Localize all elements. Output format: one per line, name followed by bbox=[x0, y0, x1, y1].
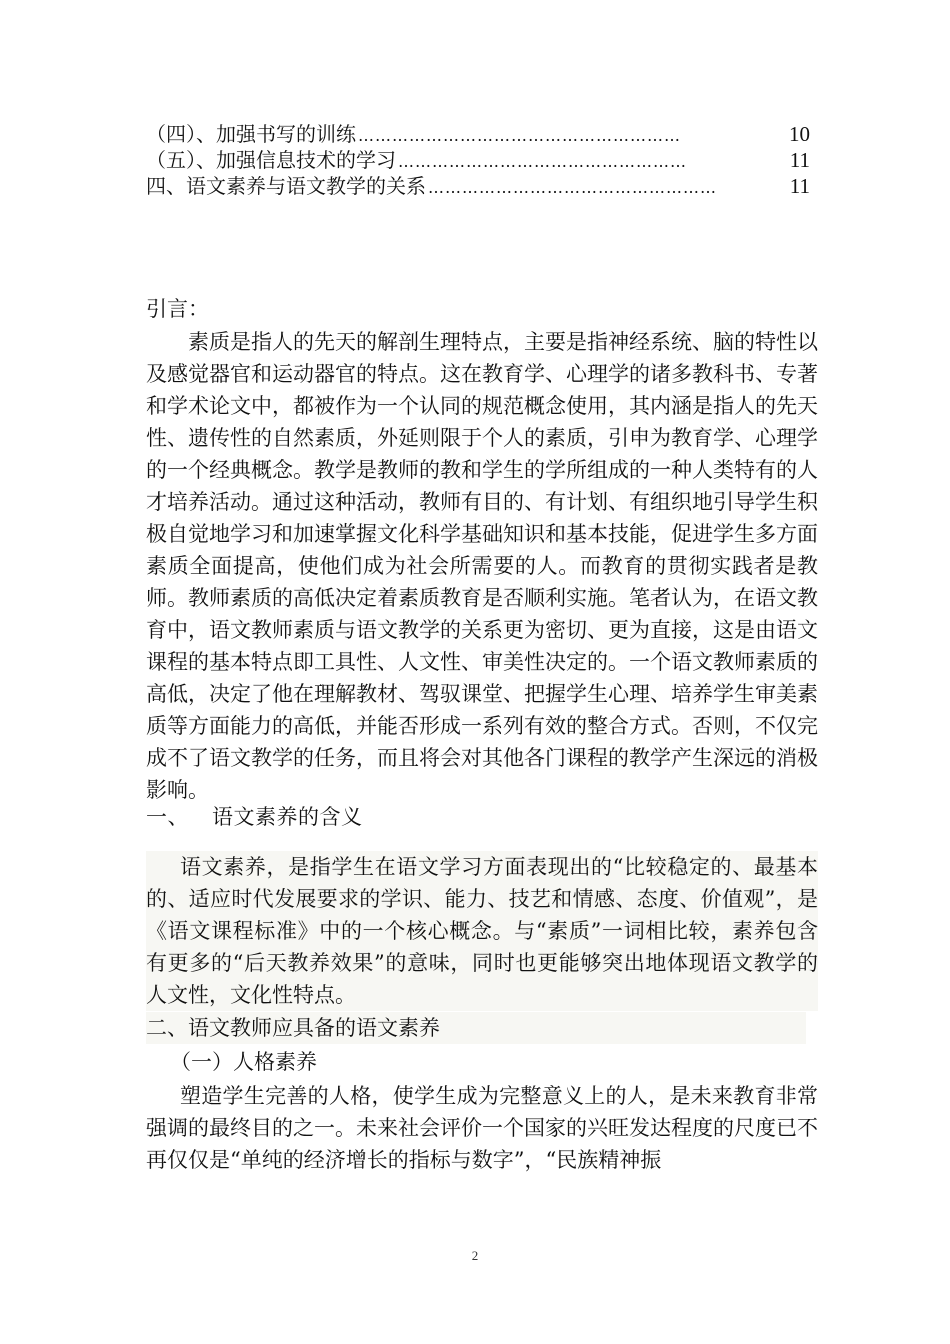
page-number: 2 bbox=[471, 1248, 479, 1263]
toc-leader-dots: ………………………………………………… bbox=[358, 126, 681, 145]
toc-entry[interactable] bbox=[146, 121, 810, 147]
toc-leader-dots: …………………………………………… bbox=[428, 178, 717, 197]
section-heading-2: 二、语文教师应具备的语文素养 bbox=[146, 1012, 806, 1044]
table-of-contents bbox=[146, 121, 810, 199]
toc-page-number: 10 bbox=[789, 122, 810, 146]
toc-entry-label: （四）、加强书写的训练 bbox=[146, 122, 356, 146]
section-heading-1 bbox=[146, 801, 818, 833]
intro-paragraph: 素质是指人的先天的解剖生理特点，主要是指神经系统、脑的特性以及感觉器官和运动器官的特点。这在教育学、心理学的诸多教科书、专著和学术论文中，都被作为一个认同的规范概念使用，其内涵是指人的先天性、遗传性的自然素质，外延则限于个人的素质，引申为教育学、心理学的一个经典概念。教学是教师的教和学生的学所组成的一种人类特有的人才培养活动。通过这种活动，教师有目的、有计划、有组织地引导学生积极自觉地学习和加速掌握文化科学基础知识和基本技能，促进学生多方面素质全面提高，使他们成为社会所需要的人。而教育的贯彻实践者是教师。教师素质的高低决定着素质教育是否顺利实施。笔者认为，在语文教育中，语文教师素质与语文教学的关系更为密切、更为直接，这是由语文课程的基本特点即工具性、人文性、审美性决定的。一个语文教师素质的高低，决定了他在理解教材、驾驭课堂、把握学生心理、培养学生审美素质等方面能力的高低，并能否形成一系列有效的整合方式。否则，不仅完成不了语文教学的任务，而且将会对其他各门课程的教学产生深远的消极影响。 bbox=[146, 330, 818, 802]
subsection1-paragraph: 塑造学生完善的人格，使学生成为完整意义上的人，是未来教育非常强调的最终目的之一。未来社会评价一个国家的兴旺发达程度的尺度已不再仅仅是“单纯的经济增长的指标与数字”，“民族精神振 bbox=[146, 1084, 818, 1172]
toc-entry-label: （五）、加强信息技术的学习 bbox=[146, 148, 396, 172]
section1-paragraph: 语文素养，是指学生在语文学习方面表现出的“比较稳定的、最基本的、适应时代发展要求的学识、能力、技艺和情感、态度、价值观”，是《语文课程标准》中的一个核心概念。与“素质”一词相比较，素养包含有更多的“后天教养效果”的意味，同时也更能够突出地体现语文教学的人文性，文化性特点。 bbox=[146, 851, 818, 1011]
section-number: 一、 bbox=[146, 805, 189, 829]
toc-page-number: 11 bbox=[789, 148, 810, 172]
toc-entry[interactable] bbox=[146, 147, 810, 173]
toc-page-number: 11 bbox=[789, 174, 810, 198]
subsection-heading: （一）人格素养 bbox=[170, 1050, 317, 1074]
intro-heading: 引言： bbox=[146, 297, 209, 321]
toc-leader-dots: …………………………………………… bbox=[398, 152, 687, 171]
toc-entry[interactable] bbox=[146, 173, 810, 199]
toc-entry-label: 四、语文素养与语文教学的关系 bbox=[146, 174, 426, 198]
section-title: 语文素养的含义 bbox=[212, 805, 363, 829]
